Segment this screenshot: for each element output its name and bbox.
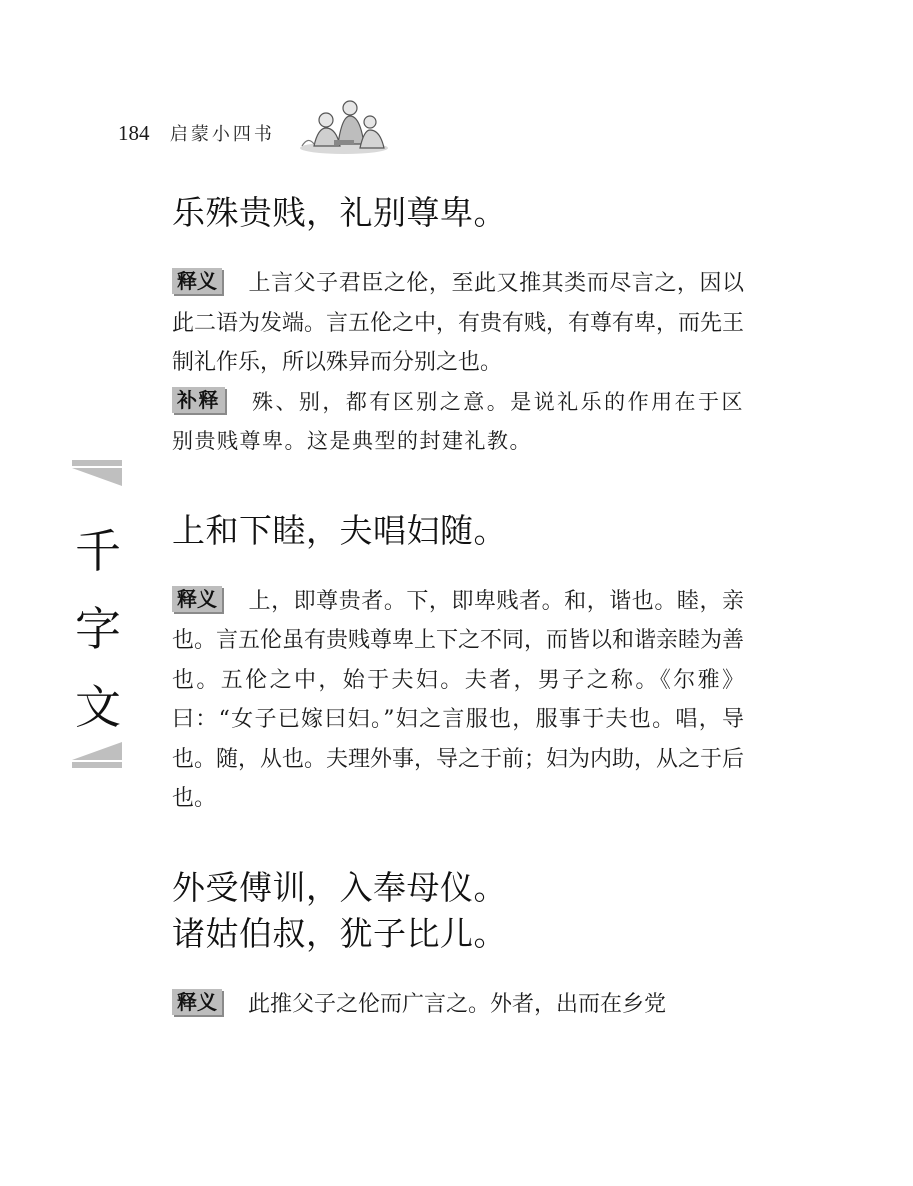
bushi-paragraph: [172, 383, 744, 462]
bushi-text: 殊、别，都有区别之意。是说礼乐的作用在于区别贵贱尊卑。这是典型的封建礼教。: [172, 389, 744, 453]
bushi-label: 补释: [172, 387, 225, 413]
shiyi-label: 释义: [172, 268, 222, 294]
verse-line: 外受傅训，入奉母仪。: [172, 867, 507, 907]
side-title-chars: [72, 512, 124, 746]
main-content: [172, 190, 744, 1024]
title-ornament-top: [72, 460, 122, 486]
side-title-char: 字: [75, 602, 121, 656]
side-title-char: 文: [75, 680, 121, 734]
shiyi-paragraph: [172, 985, 744, 1025]
entry-section: [172, 865, 744, 1025]
verse-line: 上和下睦，夫唱妇随。: [172, 510, 507, 550]
running-head: [118, 118, 275, 150]
book-title: 启蒙小四书: [169, 124, 275, 145]
verse-line: 诸姑伯叔，犹子比儿。: [172, 913, 507, 953]
shiyi-text: 此推父子之伦而广言之。外者，出而在乡党: [248, 991, 667, 1017]
shiyi-label: 释义: [172, 586, 222, 612]
verse-line: 乐殊贵贱，礼别尊卑。: [172, 193, 507, 232]
side-book-title: [72, 460, 124, 770]
shiyi-text: 上言父子君臣之伦，至此又推其类而尽言之，因以此二语为发端。言五伦之中，有贵有贱，有尊有卑，而先王制礼作乐，所以殊异而分别之也。: [172, 271, 745, 375]
page-number: 184: [118, 121, 150, 145]
side-title-char: 千: [75, 524, 121, 578]
shiyi-paragraph: [172, 264, 744, 383]
entry-section: [172, 508, 744, 819]
shiyi-label: 释义: [172, 989, 222, 1015]
scholars-vignette-icon: [298, 96, 390, 156]
shiyi-paragraph: [172, 582, 744, 819]
title-ornament-bottom: [72, 742, 122, 768]
shiyi-text: 上，即尊贵者。下，即卑贱者。和，谐也。睦，亲也。言五伦虽有贵贱尊卑上下之不同，而皆以和谐亲睦为善也。五伦之中，始于夫妇。夫者，男子之称。《尔雅》曰：“女子已嫁曰妇。”妇之言服也，服事于夫也。唱，导也。随，从也。夫理外事，导之于前；妇为内助，从之于后也。: [172, 588, 745, 811]
entry-section: [172, 190, 744, 462]
